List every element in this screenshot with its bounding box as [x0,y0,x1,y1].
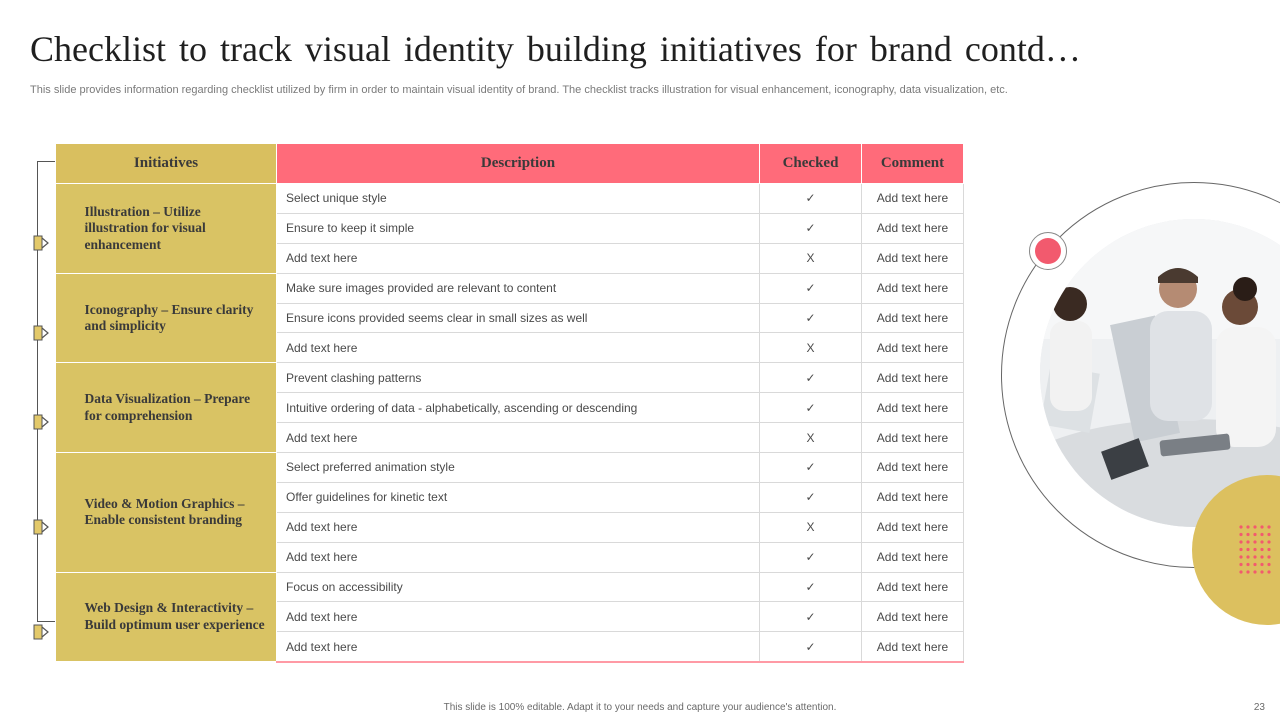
checked-cell: ✓ [760,632,862,662]
description-cell: Add text here [277,333,760,363]
table-row [56,184,964,214]
description-cell: Select preferred animation style [277,453,760,483]
checked-cell: ✓ [760,482,862,512]
slide-subtitle: This slide provides information regarding checklist utilized by firm in order to maintain visual identity of brand. The checklist tracks illustration for visual enhancement, iconography, data visualization, etc. [30,84,1008,96]
comment-cell: Add text here [862,213,964,243]
comment-cell: Add text here [862,243,964,273]
description-cell: Add text here [277,542,760,572]
slide-title: Checklist to track visual identity building initiatives for brand contd… [30,29,1081,69]
checked-cell: ✓ [760,303,862,333]
description-cell: Add text here [277,602,760,632]
comment-cell: Add text here [862,602,964,632]
pencil-marker-icon [33,518,51,536]
comment-cell: Add text here [862,363,964,393]
comment-cell: Add text here [862,333,964,363]
table-row [56,572,964,602]
header-comment: Comment [862,144,964,184]
header-checked: Checked [760,144,862,184]
pencil-marker-icon [33,623,51,641]
table-body [56,184,964,662]
checked-cell: ✓ [760,184,862,214]
initiative-cell: Data Visualization – Prepare for comprehension [56,363,277,453]
table-row [56,273,964,303]
checked-cell: ✓ [760,273,862,303]
comment-cell: Add text here [862,632,964,662]
checklist-table [55,143,964,663]
comment-cell: Add text here [862,482,964,512]
comment-cell: Add text here [862,542,964,572]
checked-cell: ✓ [760,363,862,393]
description-cell: Add text here [277,632,760,662]
header-description: Description [277,144,760,184]
description-cell: Make sure images provided are relevant to content [277,273,760,303]
checked-cell: ✓ [760,602,862,632]
table-row [56,453,964,483]
description-cell: Add text here [277,423,760,453]
checked-cell: X [760,423,862,453]
comment-cell: Add text here [862,393,964,423]
description-cell: Offer guidelines for kinetic text [277,482,760,512]
description-cell: Prevent clashing patterns [277,363,760,393]
description-cell: Select unique style [277,184,760,214]
checked-cell: ✓ [760,213,862,243]
comment-cell: Add text here [862,453,964,483]
description-cell: Ensure to keep it simple [277,213,760,243]
comment-cell: Add text here [862,303,964,333]
checked-cell: ✓ [760,542,862,572]
checked-cell: X [760,333,862,363]
pencil-marker-icon [33,234,51,252]
footer-note: This slide is 100% editable. Adapt it to your needs and capture your audience's attention. [443,702,837,713]
pink-dot-icon [1029,232,1067,270]
page-number: 23 [1253,702,1265,713]
comment-cell: Add text here [862,512,964,542]
comment-cell: Add text here [862,184,964,214]
initiative-cell: Iconography – Ensure clarity and simplicity [56,273,277,363]
checked-cell: ✓ [760,393,862,423]
checked-cell: X [760,243,862,273]
initiative-cell: Web Design & Interactivity – Build optimum user experience [56,572,277,662]
pencil-marker-icon [33,324,51,342]
description-cell: Ensure icons provided seems clear in small sizes as well [277,303,760,333]
comment-cell: Add text here [862,423,964,453]
checked-cell: ✓ [760,453,862,483]
timeline-line [37,161,38,622]
initiative-cell: Video & Motion Graphics – Enable consistent branding [56,453,277,573]
comment-cell: Add text here [862,273,964,303]
timeline-cap-top [37,161,55,162]
description-cell: Add text here [277,512,760,542]
checked-cell: X [760,512,862,542]
description-cell: Add text here [277,243,760,273]
table-row [56,363,964,393]
initiative-cell: Illustration – Utilize illustration for visual enhancement [56,184,277,274]
comment-cell: Add text here [862,572,964,602]
table-header-row [56,144,964,184]
description-cell: Intuitive ordering of data - alphabetically, ascending or descending [277,393,760,423]
checked-cell: ✓ [760,572,862,602]
description-cell: Focus on accessibility [277,572,760,602]
header-initiatives: Initiatives [56,144,277,184]
pencil-marker-icon [33,413,51,431]
dot-grid-icon [1238,524,1274,578]
